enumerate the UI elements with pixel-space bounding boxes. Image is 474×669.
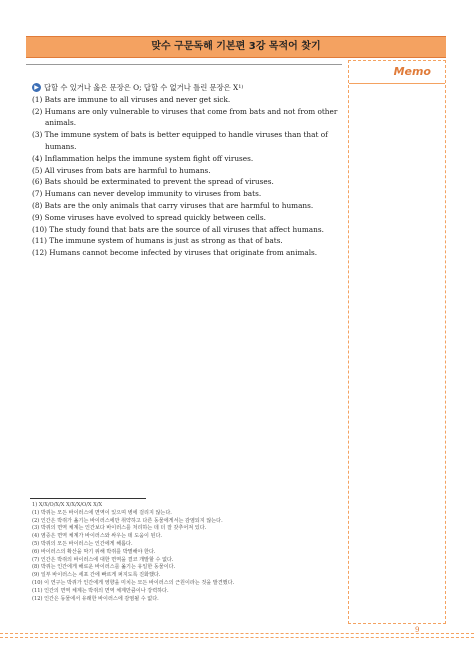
footnote-line: (9) 일부 바이러스는 세포 간에 빠르게 퍼지도록 진화했다. <box>32 572 161 579</box>
quiz-item: (4) Inflammation helps the immune system fight off viruses. <box>32 153 254 163</box>
quiz-item: (9) Some viruses have evolved to spread quickly between cells. <box>32 212 266 222</box>
footnote-ref: 1) <box>238 84 244 90</box>
page-header <box>26 36 446 58</box>
quiz-item: (7) Humans can never develop immunity to viruses from bats. <box>32 189 262 199</box>
quiz-item: (10) The study found that bats are the source of all viruses that affect humans. <box>32 224 324 234</box>
footnote-line: (5) 박쥐의 모든 바이러스는 인간에게 해롭다. <box>32 540 133 547</box>
quiz-item: (1) Bats are immune to all viruses and never get sick. <box>32 94 231 104</box>
quiz-section <box>32 82 346 259</box>
footnote-line: (6) 바이러스의 확산을 막기 위해 박쥐를 박멸해야 한다. <box>32 548 156 555</box>
footnote-line: (10) 이 연구는 박쥐가 인간에게 영향을 미치는 모든 바이러스의 근원이라는 것을 발견했다. <box>32 579 235 586</box>
footnote-divider <box>30 498 146 499</box>
quiz-item: (5) All viruses from bats are harmful to humans. <box>32 165 211 175</box>
content-top-divider <box>26 64 342 65</box>
bullet-icon: ▶ <box>32 83 41 92</box>
quiz-item: (3) The immune system of bats is better equipped to handle viruses than that of humans. <box>32 130 328 151</box>
memo-box <box>348 60 446 624</box>
footnote-line: (4) 염증은 면역 체계가 바이러스와 싸우는 데 도움이 된다. <box>32 533 163 540</box>
bottom-divider <box>0 637 474 638</box>
footnote-line: (7) 인간은 박쥐의 바이러스에 대한 면역을 결코 개발할 수 없다. <box>32 556 174 563</box>
memo-logo: Memo <box>393 65 431 78</box>
quiz-instruction <box>32 82 346 94</box>
footnote-line: (11) 인간의 면역 체계는 박쥐의 면역 체계만큼이나 강력하다. <box>32 587 169 594</box>
footnote-line: (12) 인간은 동물에서 유래한 바이러스에 감염될 수 없다. <box>32 595 159 602</box>
footnote-line: (1) 박쥐는 모든 바이러스에 면역이 있으며 병에 걸리지 않는다. <box>32 509 172 516</box>
quiz-item: (12) Humans cannot become infected by viruses that originate from animals. <box>32 248 318 258</box>
footnote-line: (2) 인간은 박쥐가 옮기는 바이러스에만 취약하고 다른 동물에게서는 감염되지 않는다. <box>32 517 223 524</box>
instruction-text: 답할 수 있거나 옳은 문장은 O; 답할 수 없거나 틀린 문장은 X <box>44 83 239 92</box>
footnote-line: (8) 박쥐는 인간에게 해로운 바이러스를 옮기는 유일한 동물이다. <box>32 564 176 571</box>
quiz-item: (2) Humans are only vulnerable to viruses that come from bats and not from other animals. <box>32 106 338 128</box>
bottom-divider <box>0 633 474 634</box>
footnotes <box>32 502 332 603</box>
footnote-line: (3) 박쥐의 면역 체계는 인간보다 바이러스를 처리하는 데 더 잘 갖추어져 있다. <box>32 525 207 532</box>
quiz-item: (11) The immune system of humans is just as strong as that of bats. <box>32 236 283 246</box>
footnote-line: 1) X/X/O/X/X X/X/X/O/X X/X <box>32 502 103 508</box>
quiz-item: (6) Bats should be exterminated to prevent the spread of viruses. <box>32 177 274 187</box>
page-title: 맞수 구문독해 기본편 3강 목적어 찾기 <box>151 41 321 52</box>
page-number: 9 <box>415 626 420 634</box>
memo-header <box>349 61 445 84</box>
quiz-item: (8) Bats are the only animals that carry viruses that are harmful to humans. <box>32 200 314 210</box>
